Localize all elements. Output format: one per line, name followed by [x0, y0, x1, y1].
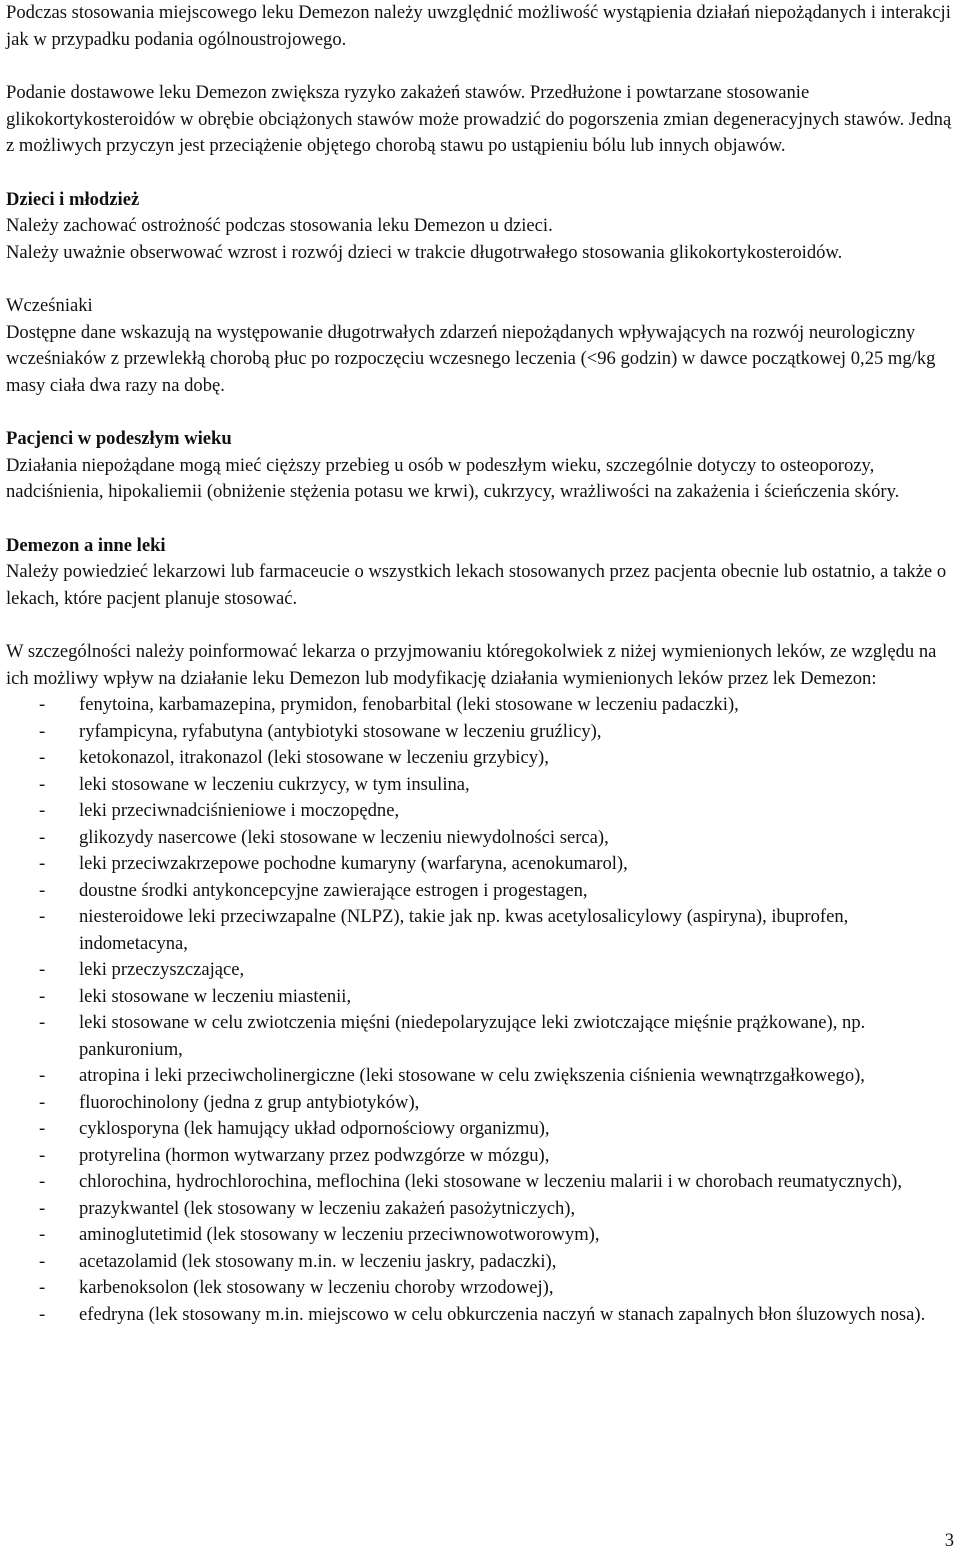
intro-paragraph-1: Podczas stosowania miejscowego leku Demezon należy uwzględnić możliwość wystąpienia działań niepożądanych i interakcji jak w przypadku podania ogólnoustrojowego.: [6, 2, 951, 50]
list-item: [6, 851, 956, 878]
list-item-text: fluorochinolony (jedna z grup antybiotyków),: [79, 1091, 420, 1113]
list-dash: -: [39, 853, 46, 874]
list-item-text: niesteroidowe leki przeciwzapalne (NLPZ), takie jak np. kwas acetylosalicylowy (aspiryna), ibuprofen, indometacyna,: [79, 906, 849, 954]
children-paragraph-2: Należy uważnie obserwować wzrost i rozwój dzieci w trakcie długotrwałego stosowania glikokortykosteroidów.: [6, 241, 843, 263]
list-item: [6, 1169, 956, 1196]
list-item-text: leki przeczyszczające,: [79, 959, 245, 980]
list-item: [6, 719, 956, 746]
list-item: [6, 745, 956, 772]
list-item: [6, 1063, 956, 1090]
list-item-text: ryfampicyna, ryfabutyna (antybiotyki stosowane w leczeniu gruźlicy),: [79, 720, 602, 742]
list-item-text: acetazolamid (lek stosowany m.in. w leczeniu jaskry, padaczki),: [79, 1250, 557, 1272]
list-item: [6, 1090, 956, 1117]
intro-paragraph-2: Podanie dostawowe leku Demezon zwiększa ryzyko zakażeń stawów. Przedłużone i powtarzane stosowanie glikokortykosteroidów w obrębie obciążonych stawów może prowadzić do pogorszenia zmian degeneracyjnych stawów. Jedną z możliwych przyczyn jest przeciążenie objętego chorobą stawu po ustąpieniu bólu lub innych objawów.: [6, 82, 952, 156]
list-item: [6, 904, 956, 957]
premature-paragraph: Dostępne dane wskazują na występowanie długotrwałych zdarzeń niepożądanych wpływających na rozwój neurologiczny wcześniaków z przewlekłą chorobą płuc po rozpoczęciu wczesnego leczenia (<96 godzin) w dawce początkowej 0,25 mg/kg masy ciała dwa razy na dobę.: [6, 321, 936, 396]
list-dash: -: [39, 1303, 46, 1325]
list-item: [6, 1302, 956, 1329]
elderly-paragraph: Działania niepożądane mogą mieć cięższy przebieg u osób w podeszłym wieku, szczególnie dotyczy to osteoporozy, nadciśnienia, hipokaliemii (obniżenie stężenia potasu we krwi), cukrzycy, wrażliwości na zakażenia i ścieńczenia skóry.: [6, 454, 900, 502]
list-item-text: doustne środki antykoncepcyjne zawierające estrogen i progestagen,: [79, 879, 588, 901]
list-item-text: fenytoina, karbamazepina, prymidon, fenobarbital (leki stosowane w leczeniu padaczki),: [79, 694, 739, 715]
list-dash: -: [39, 1144, 46, 1166]
list-dash: -: [39, 1250, 46, 1272]
list-dash: -: [39, 800, 46, 821]
list-dash: -: [39, 773, 46, 795]
list-item: [6, 878, 956, 905]
list-dash: -: [39, 1012, 46, 1033]
list-dash: -: [39, 906, 46, 927]
list-item-text: aminoglutetimid (lek stosowany w leczeniu przeciwnowotworowym),: [79, 1224, 600, 1245]
list-dash: -: [39, 1197, 46, 1219]
list-dash: -: [39, 720, 46, 742]
list-item-text: ketokonazol, itrakonazol (leki stosowane w leczeniu grzybicy),: [79, 747, 549, 768]
premature-heading: Wcześniaki: [6, 295, 93, 316]
list-item: [6, 1196, 956, 1223]
list-item-text: chlorochina, hydrochlorochina, meflochina (leki stosowane w leczeniu malarii i w chorobach reumatycznych),: [79, 1171, 902, 1192]
list-item: [6, 1116, 956, 1143]
children-heading: Dzieci i młodzież: [6, 188, 140, 210]
page-number: 3: [944, 1530, 954, 1551]
list-dash: -: [39, 959, 46, 980]
list-dash: -: [39, 826, 46, 848]
list-item-text: prazykwantel (lek stosowany w leczeniu zakażeń pasożytniczych),: [79, 1197, 576, 1219]
list-item-text: leki przeciwnadciśnieniowe i moczopędne,: [79, 800, 400, 821]
list-item-text: leki stosowane w celu zwiotczenia mięśni (niedepolaryzujące leki zwiotczające mięśnie prążkowane), np. pankuronium,: [79, 1012, 866, 1060]
list-dash: -: [39, 694, 46, 715]
list-dash: -: [39, 1277, 46, 1298]
list-dash: -: [39, 1065, 46, 1086]
list-item-text: leki stosowane w leczeniu cukrzycy, w tym insulina,: [79, 773, 470, 795]
interacting-drugs-list: [6, 692, 956, 1328]
document-page: [6, 0, 956, 1328]
list-item: [6, 1249, 956, 1276]
list-item: [6, 692, 956, 719]
list-item: [6, 957, 956, 984]
list-item-text: leki przeciwzakrzepowe pochodne kumaryny (warfaryna, acenokumarol),: [79, 853, 628, 874]
list-item-text: cyklosporyna (lek hamujący układ odpornościowy organizmu),: [79, 1118, 550, 1139]
interactions-paragraph-1: Należy powiedzieć lekarzowi lub farmaceucie o wszystkich lekach stosowanych przez pacjenta obecnie lub ostatnio, a także o lekach, które pacjent planuje stosować.: [6, 561, 947, 609]
list-item: [6, 825, 956, 852]
list-dash: -: [39, 1171, 46, 1192]
list-item: [6, 798, 956, 825]
list-item-text: karbenoksolon (lek stosowany w leczeniu choroby wrzodowej),: [79, 1277, 554, 1298]
list-item: [6, 984, 956, 1011]
list-item-text: protyrelina (hormon wytwarzany przez podwzgórze w mózgu),: [79, 1144, 550, 1166]
list-dash: -: [39, 1118, 46, 1139]
list-item: [6, 1010, 956, 1063]
interactions-heading: Demezon a inne leki: [6, 534, 166, 556]
list-item-text: atropina i leki przeciwcholinergiczne (leki stosowane w celu zwiększenia ciśnienia wewnątrzgałkowego),: [79, 1065, 865, 1086]
list-dash: -: [39, 747, 46, 768]
list-item: [6, 1143, 956, 1170]
elderly-heading: Pacjenci w podeszłym wieku: [6, 428, 232, 449]
list-item-text: glikozydy nasercowe (leki stosowane w leczeniu niewydolności serca),: [79, 826, 609, 848]
list-item: [6, 1275, 956, 1302]
list-dash: -: [39, 985, 46, 1007]
children-paragraph-1: Należy zachować ostrożność podczas stosowania leku Demezon u dzieci.: [6, 215, 553, 236]
list-item-text: efedryna (lek stosowany m.in. miejscowo w celu obkurczenia naczyń w stanach zapalnych błon śluzowych nosa).: [79, 1303, 926, 1325]
list-item: [6, 772, 956, 799]
list-item-text: leki stosowane w leczeniu miastenii,: [79, 985, 352, 1007]
list-dash: -: [39, 879, 46, 901]
interactions-paragraph-2: W szczególności należy poinformować lekarza o przyjmowaniu któregokolwiek z niżej wymienionych leków, ze względu na ich możliwy wpływ na działanie leku Demezon lub modyfikację działania wymienionych leków przez lek Demezon:: [6, 641, 937, 689]
list-dash: -: [39, 1224, 46, 1245]
list-dash: -: [39, 1091, 46, 1113]
list-item: [6, 1222, 956, 1249]
